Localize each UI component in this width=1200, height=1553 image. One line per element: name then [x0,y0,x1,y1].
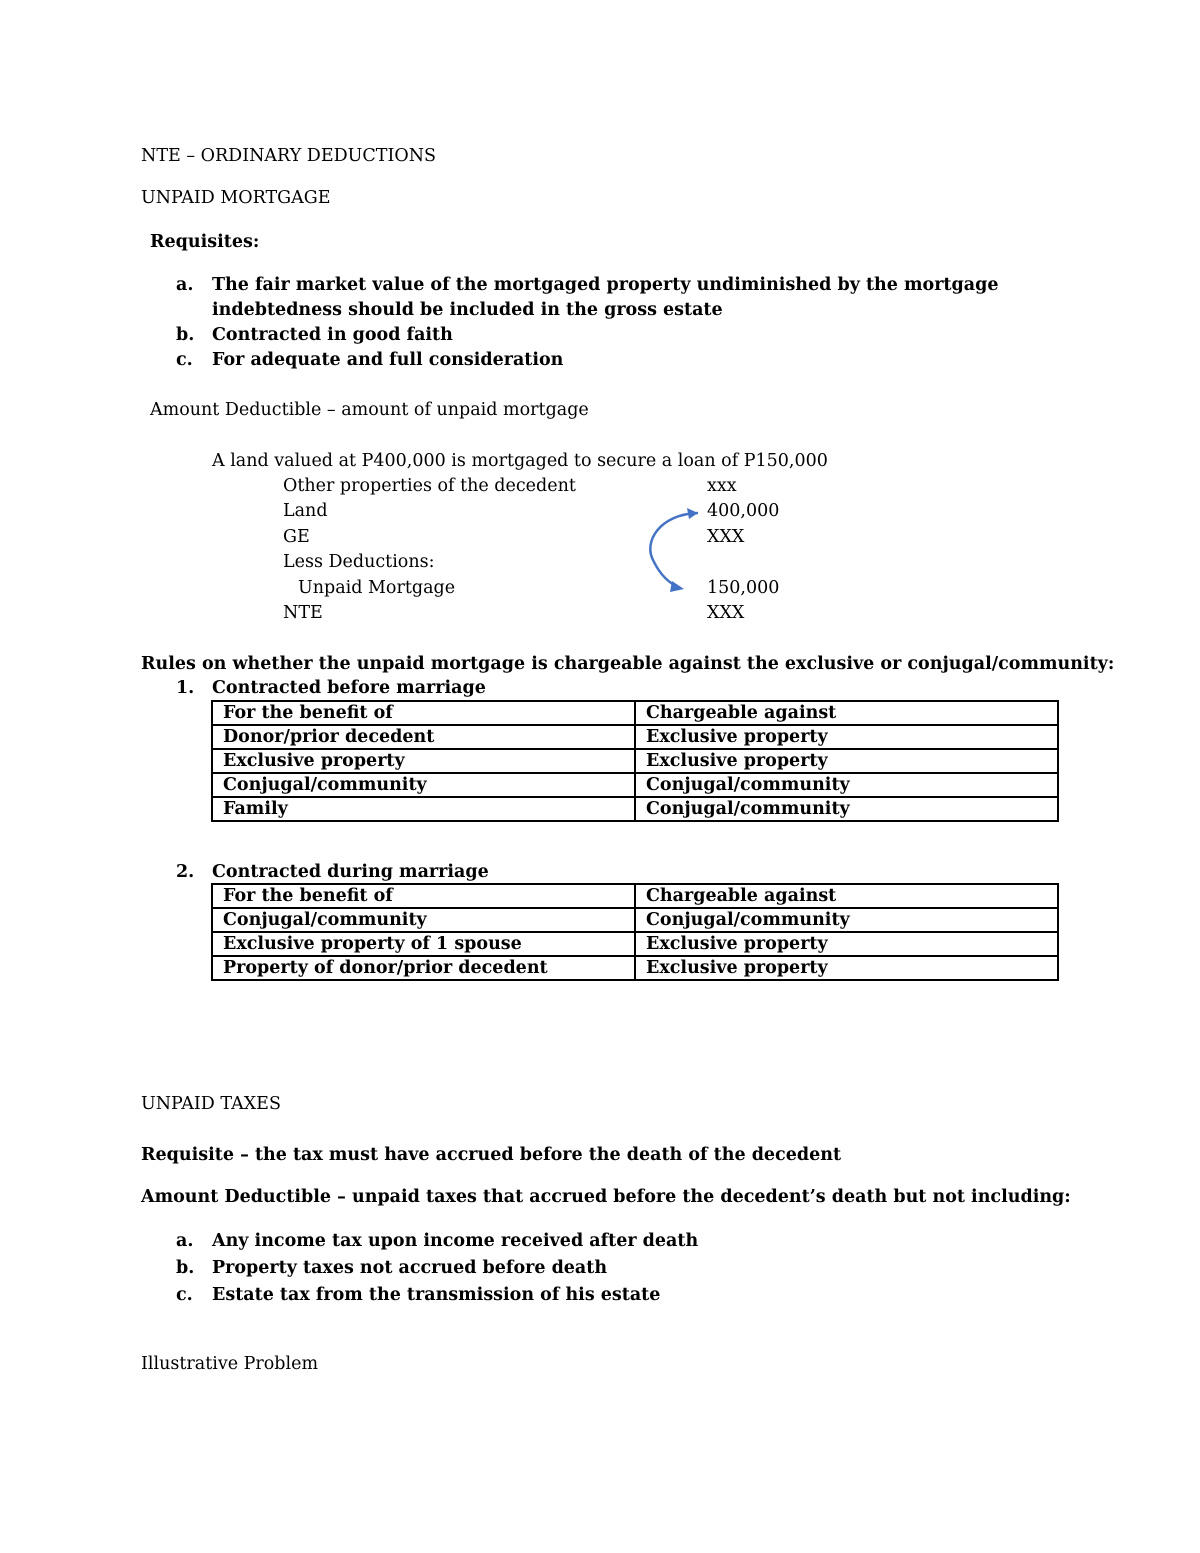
amount-deductible-taxes: Amount Deductible – unpaid taxes that accrued before the decedent’s death but not including: [141,1187,1071,1207]
table-cell: Conjugal/community [635,797,1058,821]
example-label: NTE [283,603,323,623]
table-header-row [212,884,1058,908]
example-value: 150,000 [707,578,780,598]
table-cell: Conjugal/community [212,908,635,932]
table-cell: Exclusive property [635,749,1058,773]
example-label: Unpaid Mortgage [298,578,456,598]
table-cell: Donor/prior decedent [212,725,635,749]
list-item: For adequate and full consideration [212,350,564,370]
list-marker: a. [176,1231,194,1251]
example-value: 400,000 [707,501,780,521]
table-cell: Conjugal/community [635,908,1058,932]
requisites-label: Requisites: [150,232,260,252]
section-heading-unpaid-taxes: UNPAID TAXES [141,1094,281,1114]
list-item: Any income tax upon income received after death [212,1231,699,1251]
requisite-unpaid-taxes: Requisite – the tax must have accrued before the death of the decedent [141,1145,842,1165]
table-cell: Exclusive property [635,932,1058,956]
table-cell: Conjugal/community [212,773,635,797]
table-header-row [212,701,1058,725]
list-item: The fair market value of the mortgaged property undiminished by the mortgage [212,275,999,295]
table-header-cell: For the benefit of [212,701,635,725]
table-row [212,773,1058,797]
table-cell: Exclusive property [635,725,1058,749]
table-row [212,749,1058,773]
list-marker: c. [176,1285,193,1305]
example-label: Land [283,501,328,521]
table-cell: Family [212,797,635,821]
example-intro: A land valued at P400,000 is mortgaged to secure a loan of P150,000 [212,451,828,471]
list-marker: 1. [176,678,195,698]
subheading-during-marriage: Contracted during marriage [212,862,489,882]
list-marker: b. [176,1258,195,1278]
page-title: NTE – ORDINARY DEDUCTIONS [141,146,437,166]
section-heading-unpaid-mortgage: UNPAID MORTGAGE [141,188,331,208]
table-row [212,932,1058,956]
table-row [212,797,1058,821]
example-label: GE [283,527,310,547]
list-marker: b. [176,325,195,345]
table-row [212,956,1058,980]
list-item: Contracted in good faith [212,325,453,345]
table-row [212,908,1058,932]
table-header-cell: Chargeable against [635,701,1058,725]
table-during-marriage [211,883,1059,981]
rules-intro: Rules on whether the unpaid mortgage is chargeable against the exclusive or conjugal/community: [141,654,1115,674]
table-header-cell: Chargeable against [635,884,1058,908]
illustrative-problem-heading: Illustrative Problem [141,1354,319,1374]
example-label: Other properties of the decedent [283,476,576,496]
amount-deductible-mortgage: Amount Deductible – amount of unpaid mortgage [150,400,589,420]
example-value: XXX [707,603,745,623]
table-row [212,725,1058,749]
list-marker: 2. [176,862,195,882]
table-cell: Exclusive property [635,956,1058,980]
subheading-before-marriage: Contracted before marriage [212,678,486,698]
list-item: Property taxes not accrued before death [212,1258,608,1278]
list-item-continuation: indebtedness should be included in the gross estate [212,300,723,320]
curved-arrow-icon [640,500,710,600]
list-marker: c. [176,350,193,370]
table-cell: Exclusive property [212,749,635,773]
example-value: XXX [707,527,745,547]
table-cell: Conjugal/community [635,773,1058,797]
list-marker: a. [176,275,194,295]
table-cell: Property of donor/prior decedent [212,956,635,980]
example-label: Less Deductions: [283,552,435,572]
table-cell: Exclusive property of 1 spouse [212,932,635,956]
table-header-cell: For the benefit of [212,884,635,908]
list-item: Estate tax from the transmission of his estate [212,1285,661,1305]
example-value: xxx [707,476,737,496]
table-before-marriage [211,700,1059,822]
